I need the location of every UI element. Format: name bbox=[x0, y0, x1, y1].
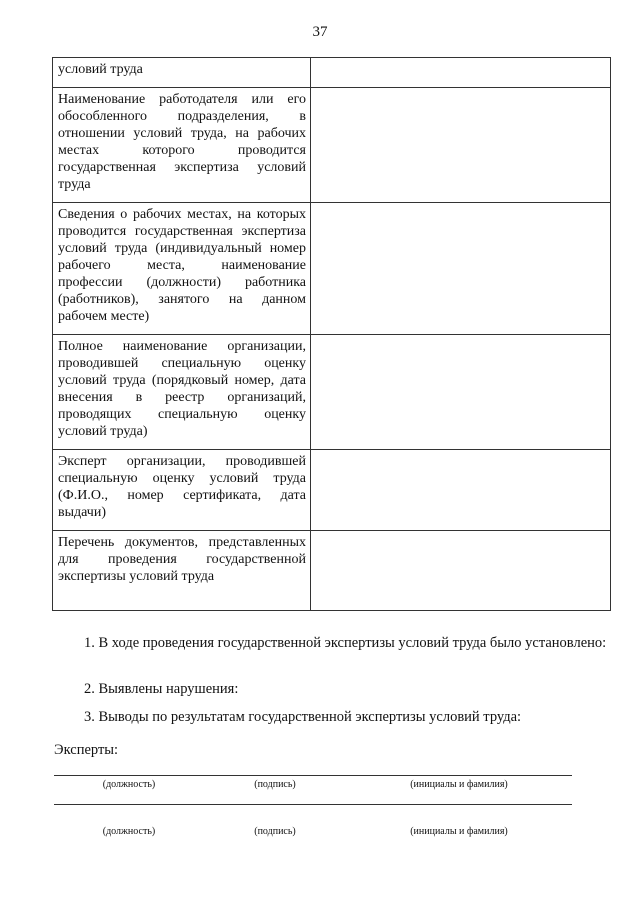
page-number: 37 bbox=[312, 24, 328, 40]
table-row bbox=[53, 88, 611, 203]
row-label: условий труда bbox=[53, 58, 311, 88]
signature-line bbox=[54, 775, 572, 776]
signature-caption: (подпись) bbox=[254, 826, 296, 837]
table-row bbox=[53, 531, 611, 611]
paragraph-conclusions: 3. Выводы по результатам государственной экспертизы условий труда: bbox=[84, 709, 522, 725]
row-label: Полное наименование организации, проводившей специальную оценку условий труда (порядковый номер, дата внесения в реестр организаций, проводящих специальную оценку условий труда) bbox=[53, 335, 311, 450]
row-value bbox=[311, 531, 611, 611]
row-value bbox=[311, 88, 611, 203]
row-value bbox=[311, 58, 611, 88]
table-row bbox=[53, 58, 611, 88]
position-caption: (должность) bbox=[102, 826, 156, 837]
row-label: Эксперт организации, проводившей специальную оценку условий труда (Ф.И.О., номер сертификата, дата выдачи) bbox=[53, 450, 311, 531]
signature-caption: (подпись) bbox=[254, 779, 296, 790]
row-value bbox=[311, 335, 611, 450]
row-label: Перечень документов, представленных для проведения государственной экспертизы условий труда bbox=[53, 531, 311, 611]
table-row bbox=[53, 335, 611, 450]
name-caption: (инициалы и фамилия) bbox=[410, 779, 508, 790]
row-value bbox=[311, 203, 611, 335]
row-value bbox=[311, 450, 611, 531]
signature-line bbox=[54, 804, 572, 805]
name-caption: (инициалы и фамилия) bbox=[410, 826, 508, 837]
row-label: Наименование работодателя или его обособленного подразделения, в отношении условий труда, на рабочих местах которого проводится государственная экспертиза условий труда bbox=[53, 88, 311, 203]
expertise-form-table bbox=[52, 57, 611, 611]
row-label: Сведения о рабочих местах, на которых проводится государственная экспертиза условий труда (индивидуальный номер рабочего места, наименование профессии (должности) работника (работников), занятого на данном рабочем месте) bbox=[53, 203, 311, 335]
paragraph-findings: 1. В ходе проведения государственной экспертизы условий труда было установлено: bbox=[84, 635, 607, 651]
experts-label: Эксперты: bbox=[54, 742, 119, 758]
table-row bbox=[53, 203, 611, 335]
paragraph-violations: 2. Выявлены нарушения: bbox=[84, 681, 239, 697]
position-caption: (должность) bbox=[102, 779, 156, 790]
table-row bbox=[53, 450, 611, 531]
